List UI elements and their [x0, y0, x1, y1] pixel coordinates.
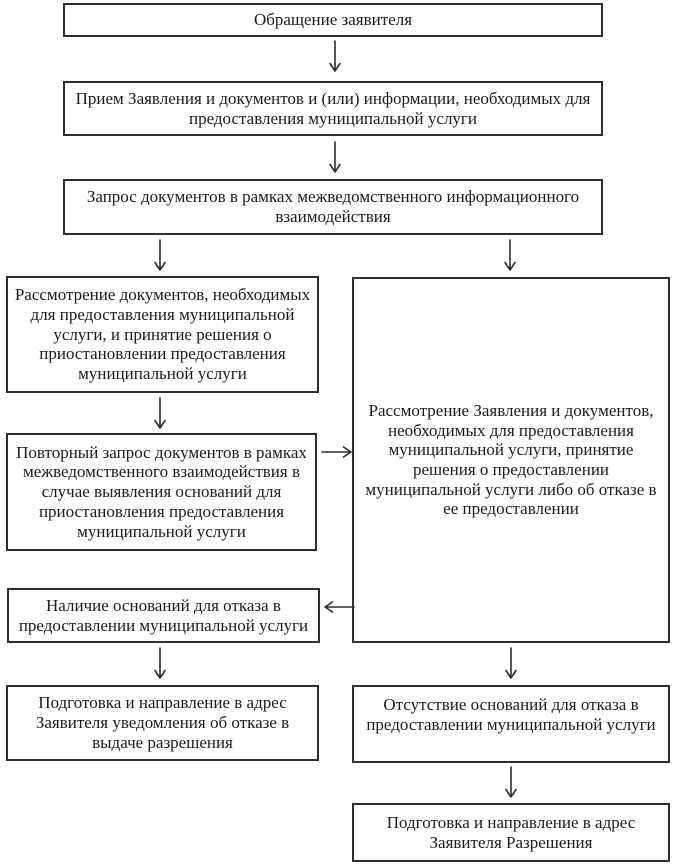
flow-node-label: Наличие оснований для отказа в предоставлении муниципальной услуги [18, 595, 309, 635]
flow-node-refusal-grounds [7, 588, 320, 643]
flow-node-repeat-request [6, 433, 317, 551]
arrow-down-icon [326, 40, 344, 74]
arrow-down-icon [151, 239, 169, 273]
flow-node-label: Повторный запрос документов в рамках межведомственного взаимодействия в случае выявления оснований для приостановления предоставления муниципальной услуги [16, 442, 307, 541]
flow-node-reception [63, 81, 603, 136]
flow-node-interagency-request [63, 179, 603, 235]
arrow-down-icon [502, 647, 520, 681]
flow-node-label: Прием Заявления и документов и (или) информации, необходимых для предоставления муниципальной услуги [75, 88, 591, 128]
arrow-down-icon [151, 397, 169, 431]
flow-node-permit-delivery [352, 803, 670, 862]
flow-node-no-refusal-grounds [352, 685, 670, 763]
arrow-left-icon [323, 598, 355, 616]
arrow-down-icon [326, 141, 344, 175]
flow-node-label: Отсутствие оснований для отказа в предоставлении муниципальной услуги [366, 695, 656, 734]
flow-node-label: Запрос документов в рамках межведомственного информационного взаимодействия [86, 187, 580, 226]
flow-node-label: Подготовка и направление в адрес Заявителя уведомления об отказе в выдаче разрешения [35, 693, 290, 752]
arrow-down-icon [501, 239, 519, 273]
flow-node-review-decision [352, 277, 670, 643]
flow-node-refusal-notice [6, 685, 319, 761]
arrow-down-icon [151, 647, 169, 681]
arrow-right-icon [321, 443, 353, 461]
flow-node-review-suspension [6, 276, 319, 393]
flow-node-label: Рассмотрение документов, необходимых для предоставления муниципальной услуги, и принятие решения о приостановлении предоставления муниципальной услуги [14, 285, 311, 384]
flow-node-label: Обращение заявителя [253, 10, 413, 30]
flow-node-label: Подготовка и направление в адрес Заявителя Разрешения [386, 812, 636, 852]
flow-node-applicant-request [63, 3, 603, 37]
flow-node-label: Рассмотрение Заявления и документов, необходимых для предоставления муниципальной услуги, принятие решения о предоставлении муниципальной услуги либо об отказе в ее предоставлении [365, 400, 657, 519]
arrow-down-icon [502, 766, 520, 800]
